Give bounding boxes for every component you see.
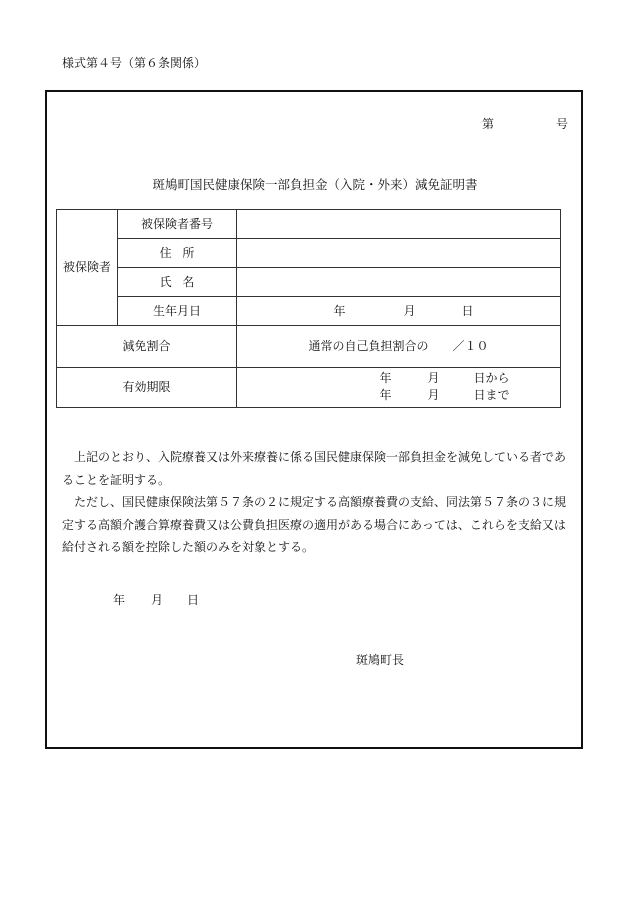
table-row	[57, 210, 561, 239]
table-row	[57, 326, 561, 367]
validity-label: 有効期限	[57, 367, 237, 407]
reduction-value	[237, 326, 561, 367]
issue-year-unit: 年	[113, 593, 126, 607]
reduction-text: 通常の自己負担割合の	[308, 338, 429, 353]
validity-from-suffix: 日から	[473, 371, 510, 386]
validity-to-suffix: 日まで	[473, 388, 510, 403]
form-number-label: 様式第４号（第６条関係）	[62, 56, 207, 70]
number-suffix: 号	[556, 117, 569, 131]
issue-day-unit: 日	[187, 593, 200, 607]
proviso-paragraph: ただし、国民健康保険法第５７条の２に規定する高額療養費の支給、同法第５７条の３に規定する高額介護合算療養費又は公費負担医療の適用がある場合にあっては、これらを支給又は給付される額を控除した額のみを対象とする。	[62, 495, 567, 554]
name-value	[237, 268, 561, 297]
address-value	[237, 239, 561, 268]
reduction-label: 減免割合	[57, 326, 237, 367]
table-row	[57, 297, 561, 326]
reduction-fraction: ／１０	[452, 338, 489, 353]
document-title: 斑鳩町国民健康保険一部負担金（入院・外来）減免証明書	[152, 177, 478, 192]
table-row	[57, 268, 561, 297]
table-row	[57, 239, 561, 268]
validity-from-year-unit: 年	[379, 371, 392, 386]
birthdate-year-unit: 年	[333, 303, 346, 318]
certification-paragraph: 上記のとおり、入院療養又は外来療養に係る国民健康保険一部負担金を減免している者であることを証明する。	[62, 450, 567, 487]
insured-group-label: 被保険者	[57, 210, 118, 326]
validity-to-month-unit: 月	[427, 388, 440, 403]
validity-to-year-unit: 年	[379, 388, 392, 403]
insured-number-label: 被保険者番号	[118, 210, 237, 239]
issue-month-unit: 月	[151, 593, 164, 607]
birthdate-day-unit: 日	[461, 303, 474, 318]
certificate-body	[62, 446, 572, 559]
birthdate-month-unit: 月	[403, 303, 416, 318]
certificate-table	[56, 209, 561, 408]
birthdate-value	[237, 297, 561, 326]
birthdate-label: 生年月日	[118, 297, 237, 326]
issue-date	[113, 591, 199, 608]
name-label: 氏名	[118, 268, 237, 297]
mayor-signature: 斑鳩町長	[356, 653, 405, 667]
table-row	[57, 367, 561, 407]
address-label: 住所	[118, 239, 237, 268]
insured-number-value	[237, 210, 561, 239]
number-prefix: 第	[482, 117, 495, 131]
validity-from-month-unit: 月	[427, 371, 440, 386]
validity-value	[237, 367, 561, 407]
